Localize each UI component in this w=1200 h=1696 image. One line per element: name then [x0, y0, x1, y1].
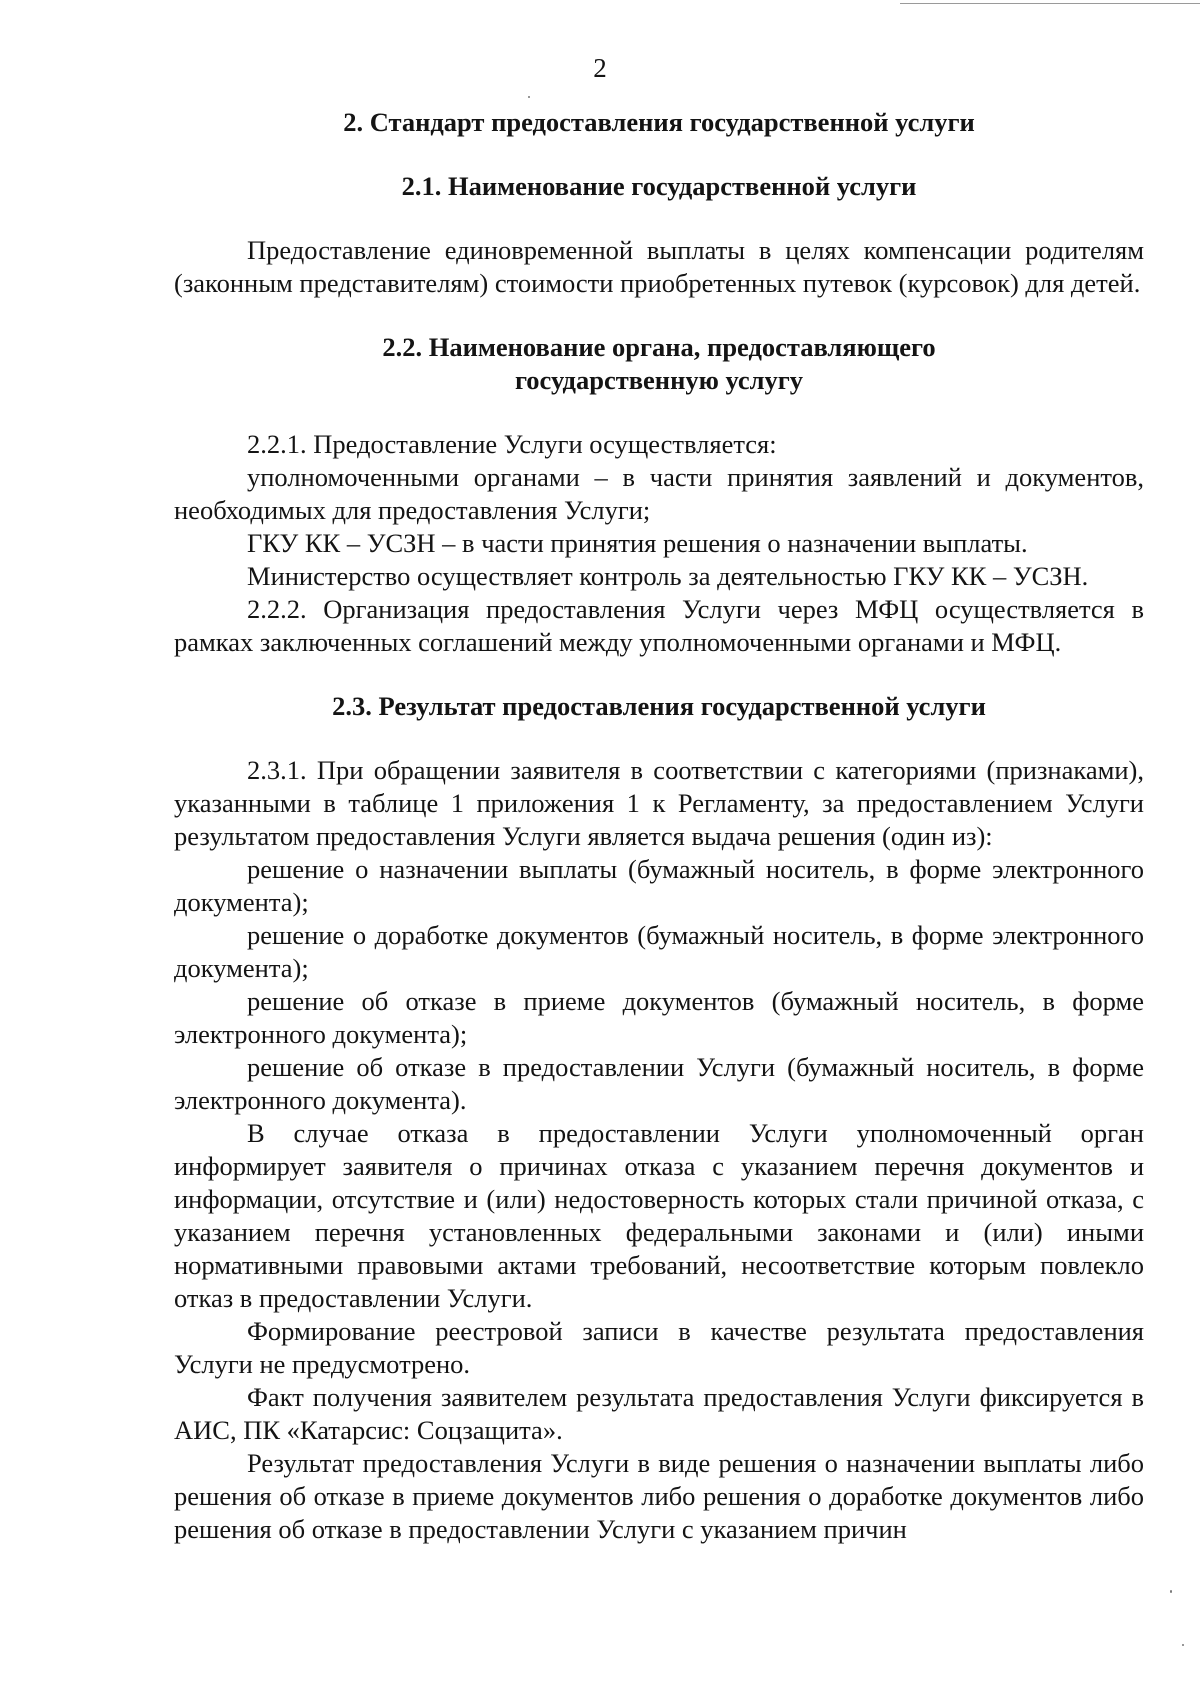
- subsection-2-2-title: [174, 331, 1144, 397]
- title-line: 2.2. Наименование органа, предоставляющего: [382, 332, 936, 362]
- scan-speck: [1170, 1590, 1172, 1593]
- section-title: 2. Стандарт предоставления государственной услуги: [343, 107, 975, 137]
- scan-speck: [528, 96, 530, 98]
- paragraph: решение о доработке документов (бумажный носитель, в форме электронного документа);: [174, 920, 1144, 983]
- scan-speck: [1182, 1644, 1184, 1646]
- paragraph: Предоставление единовременной выплаты в целях компенсации родителям (законным представителям) стоимости приобретенных путевок (курсовок) для детей.: [174, 235, 1144, 298]
- paragraph: решение об отказе в предоставлении Услуги (бумажный носитель, в форме электронного документа).: [174, 1052, 1144, 1115]
- paragraph: решение о назначении выплаты (бумажный носитель, в форме электронного документа);: [174, 854, 1144, 917]
- paragraph: В случае отказа в предоставлении Услуги уполномоченный орган информирует заявителя о причинах отказа с указанием перечня документов и информации, отсутствие и (или) недостоверность которых стали причиной отказа, с указанием перечня установленных федеральными законами и (или) иными нормативными правовыми актами требований, несоответствие которым повлекло отказ в предоставлении Услуги.: [174, 1118, 1144, 1313]
- paragraph: 2.2.2. Организация предоставления Услуги через МФЦ осуществляется в рамках заключенных соглашений между уполномоченными органами и МФЦ.: [174, 594, 1144, 657]
- scan-edge-line: [900, 3, 1200, 4]
- page-number: 2: [593, 53, 607, 83]
- paragraph: решение об отказе в приеме документов (бумажный носитель, в форме электронного документа);: [174, 986, 1144, 1049]
- paragraph: уполномоченными органами – в части принятия заявлений и документов, необходимых для предоставления Услуги;: [174, 462, 1144, 525]
- title-line: государственную услугу: [514, 365, 804, 395]
- paragraph: ГКУ КК – УСЗН – в части принятия решения о назначении выплаты.: [247, 528, 1028, 558]
- paragraph: Министерство осуществляет контроль за деятельностью ГКУ КК – УСЗН.: [247, 561, 1089, 591]
- subsection-2-3-title: 2.3. Результат предоставления государственной услуги: [332, 691, 986, 721]
- subsection-2-1-title: 2.1. Наименование государственной услуги: [401, 171, 917, 201]
- paragraph: Результат предоставления Услуги в виде решения о назначении выплаты либо решения об отказе в приеме документов либо решения о доработке документов либо решения об отказе в предоставлении Услуги с указанием причин: [174, 1448, 1144, 1544]
- paragraph: 2.2.1. Предоставление Услуги осуществляется:: [247, 429, 777, 459]
- document-body: [174, 106, 1144, 1546]
- paragraph: Факт получения заявителем результата предоставления Услуги фиксируется в АИС, ПК «Катарсис: Соцзащита».: [174, 1382, 1144, 1445]
- paragraph: 2.3.1. При обращении заявителя в соответствии с категориями (признаками), указанными в таблице 1 приложения 1 к Регламенту, за предоставлением Услуги результатом предоставления Услуги является выдача решения (один из):: [174, 755, 1144, 851]
- paragraph: Формирование реестровой записи в качестве результата предоставления Услуги не предусмотрено.: [174, 1316, 1144, 1379]
